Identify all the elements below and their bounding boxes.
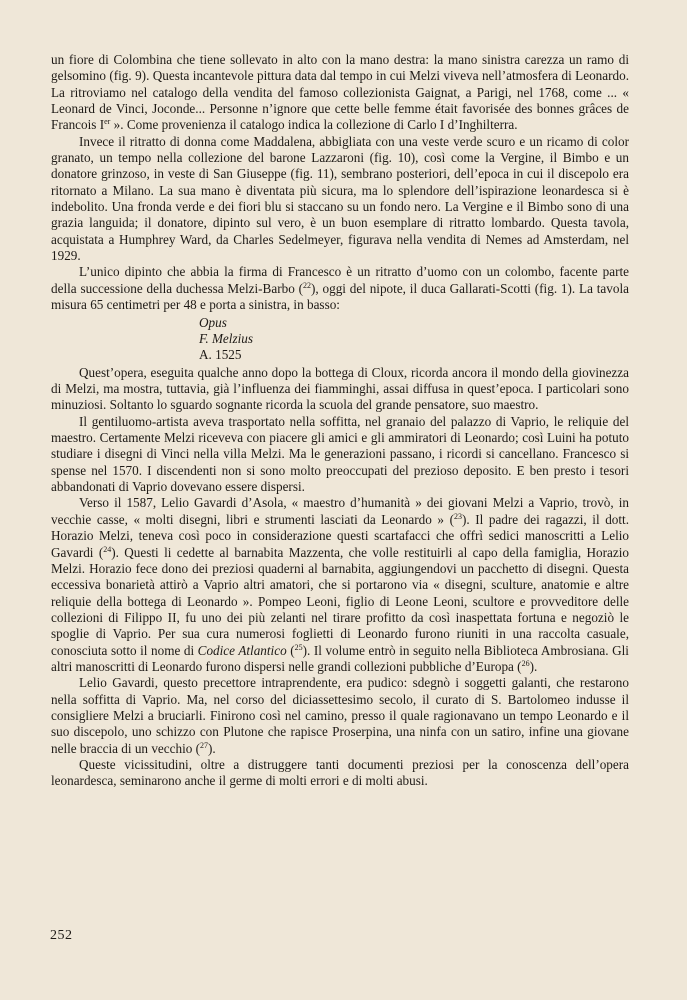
footnote-ref-24: 24 [103, 544, 112, 554]
page-number: 252 [50, 928, 73, 943]
paragraph-2: Invece il ritratto di donna come Maddalena, abbigliata con una veste verde scuro e un ricamo di color granato, un tempo nella collezione del barone Lazzaroni (fig. 10), così come la Vergine, il Bimbo e un donatore grinzoso, in veste di San Giuseppe (fig. 11), sembrano posteriori, dell’epoca in cui il discepolo era ritornato a Milano. La sua mano è diventata più sicura, ma lo splendore dell’ispirazione leonardesca si è indebolito. Una fronda verde e dei fiori blu si staccano su un fondo nero. La Vergine e il Bimbo sono di una grazia languida; il donatore, dipinto sul vero, è un buon esemplare di ritratto lombardo. Questa tavola, acquistata a Humphrey Ward, da Charles Sedelmeyer, figurava nella vendita di Nemes ad Amsterdam, nel 1929. [51, 133, 629, 264]
codex-title: Codice Atlantico [197, 642, 287, 658]
paragraph-4: Quest’opera, eseguita qualche anno dopo la bottega di Cloux, ricorda ancora il mondo della giovinezza di Melzi, ma mostra, tuttavia, già l’influenza dei fiamminghi, assai diffusa in quest’epoca. I particolari sono minuziosi. Soltanto lo sguardo sognante ricorda la scuola del grande pensatore, suo maestro. [51, 364, 629, 413]
paragraph-3-tail: ), oggi del nipote, il duca Gallarati-Scotti (fig. 1). La tavola misura 65 centimetri per 48 e porta a sinistra, in basso: [51, 280, 629, 313]
paragraph-7-tail: ). [208, 740, 216, 756]
footnote-ref-27: 27 [200, 740, 209, 750]
footnote-ref-22: 22 [303, 280, 311, 290]
paragraph-7-text: Lelio Gavardi, questo precettore intraprendente, era pudico: sdegnò i soggetti galanti, che restarono nella soffitta di Vaprio. Ma, nel corso del diciassettesimo secolo, il curato di S. Bartolomeo indusse il consigliere Melzi a bruciarli. Finirono così nel camino, presso il quale ragionavano un tempo Leonardo e il suo discepolo, uno schizzo con Plutone che rapisce Proserpina, una ninfa con un satiro, infine una giovane nelle braccia di un vecchio ( [51, 675, 629, 756]
paragraph-1-tail: ». Come provenienza il catalogo indica la collezione di Carlo I d’Inghilterra. [110, 117, 518, 133]
inscription-line-date: A. 1525 [199, 347, 242, 363]
paragraph-3 [51, 264, 629, 313]
paragraph-6-seg2: ). Questi li cedette al barnabita Mazzenta, che volle restituirli al capo della famiglia, Horazio Melzi. Horazio fece dono dei preziosi quaderni al barnabita, aggiungendovi un pacchetto di disegni. Questa eccessiva bonarietà attirò a Vaprio altri amatori, che si portarono via « disegni, sculture, anatomie e altre reliquie della bottega di Leonardo ». Pompeo Leoni, figlio di Leone Leoni, scultore e provveditore delle collezioni di Filippo II, fu uno dei più zelanti nel tirare profitto da così inaspettata fortuna e negoziò le spoglie di Vaprio. Per sua cura numerosi foglietti di Leonardo furono riuniti in una raccolta casuale, conosciuta sotto il nome di [51, 544, 629, 658]
footnote-ref-23: 23 [453, 511, 462, 521]
body-text [51, 52, 629, 790]
superscript-er: er [104, 117, 111, 127]
paragraph-1 [51, 52, 629, 134]
paragraph-6 [51, 495, 629, 675]
inscription-line-melzius: F. Melzius [199, 330, 253, 346]
paragraph-8: Queste vicissitudini, oltre a distruggere tanti documenti preziosi per la conoscenza dell’opera leonardesca, seminarono anche il germe di molti errori e di molti abusi. [51, 756, 629, 789]
signature-inscription [199, 315, 629, 364]
paragraph-6-seg1: ). Il padre dei ragazzi, il dott. Horazio Melzi, teneva così poco in considerazione questi scartafacci che offrì sedici manoscritti a Lelio Gavardi ( [51, 511, 630, 560]
paragraph-7 [51, 675, 629, 757]
paragraph-6-text: Verso il 1587, Lelio Gavardi d’Asola, « maestro d’humanità » dei giovani Melzi a Vaprio, trovò, in vecchie casse, « molti disegni, libri e strumenti lasciati da Leonardo » ( [51, 495, 629, 527]
paragraph-6-seg3: ( [286, 642, 295, 658]
paragraph-6-seg4: ). Il volume entrò in seguito nella Biblioteca Ambrosiana. Gli altri manoscritti di Leonardo furono dispersi nelle grandi collezioni pubbliche d’Europa ( [51, 642, 629, 674]
paragraph-5: Il gentiluomo-artista aveva trasportato nella soffitta, nel granaio del palazzo di Vaprio, le reliquie del maestro. Certamente Melzi riceveva con piacere gli amici e gli ammiratori di Leonardo; così Luini ha potuto studiare i disegni di Vinci nella villa Melzi. Ma le generazioni passano, i ricordi si cancellano. Francesco si spense nel 1570. I discendenti non si sono molto preoccupati del prezioso deposito. E ben presto i tesori abbandonati di Vaprio dovevano essere dispersi. [51, 413, 629, 495]
inscription-line-opus: Opus [199, 314, 227, 330]
footnote-ref-26: 26 [521, 658, 530, 668]
paragraph-1-text: un fiore di Colombina che tiene sollevato in alto con la mano destra: la mano sinistra carezza un ramo di gelsomino (fig. 9). Questa incantevole pittura data dal tempo in cui Melzi viveva nell’atmosfera di Leonardo. La ritroviamo nel catalogo della vendita del famoso collezionista Gaignat, a Parigi, nel 1768, come ... « Leonard de Vinci, Joconde... Personne n’ignore que cette belle femme était favorisée des bonnes grâces de Francois I [51, 52, 629, 133]
footnote-ref-25: 25 [294, 642, 303, 652]
paragraph-6-seg5: ). [529, 658, 538, 674]
paragraph-3-text: L’unico dipinto che abbia la firma di Francesco è un ritratto d’uomo con un colombo, facente parte della successione della duchessa Melzi-Barbo ( [51, 264, 629, 296]
